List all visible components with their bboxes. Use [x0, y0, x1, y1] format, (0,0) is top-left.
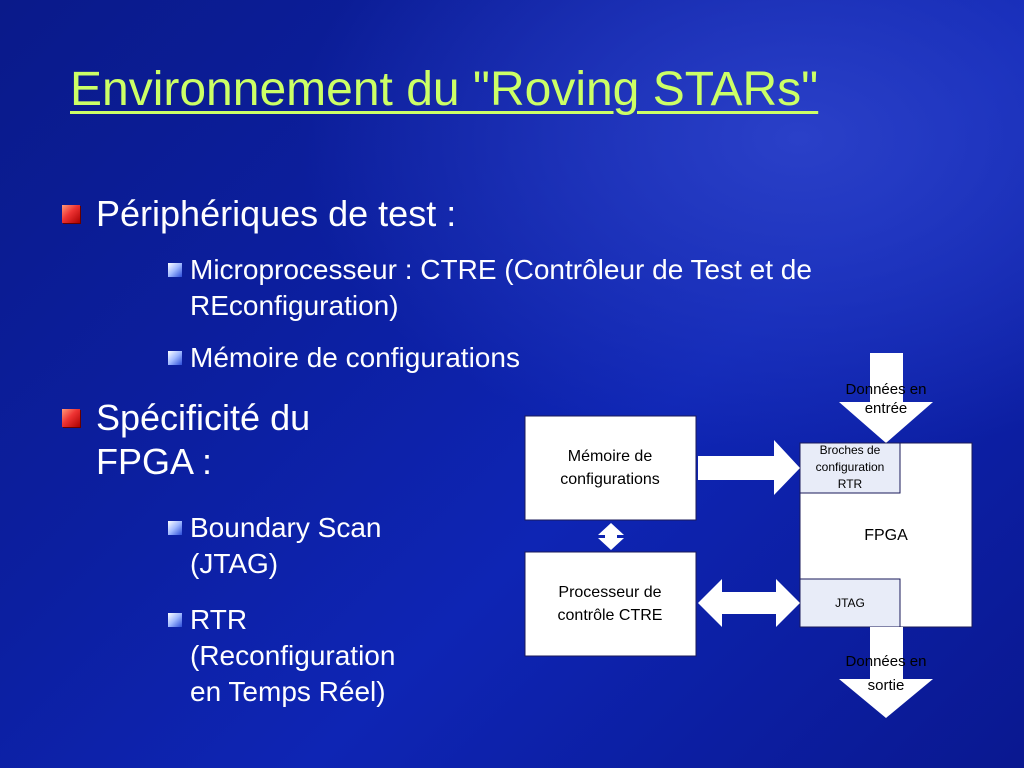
data-in-arrow-icon: [839, 353, 933, 443]
sub-bullet-boundary-scan: [168, 510, 381, 582]
sub-bullet-text: Mémoire de configurations: [190, 342, 520, 373]
sub-bullet-line2: (Reconfiguration: [190, 640, 396, 671]
memory-to-fpga-arrow-icon: [698, 440, 800, 495]
data-in-label-line2: entrée: [864, 400, 908, 417]
bullet-text-line1: Spécificité du: [96, 397, 311, 438]
rtr-pins-line2: configuration: [815, 460, 885, 474]
slide-title: Environnement du "Roving STARs": [70, 63, 819, 116]
bullet-text-line2: FPGA :: [96, 441, 213, 482]
memory-label-line2: configurations: [560, 471, 660, 488]
sub-bullet-line2: (JTAG): [190, 548, 279, 579]
sub-bullet-rtr: [168, 602, 395, 710]
rtr-pins-line3: RTR: [837, 477, 863, 491]
data-out-arrow-icon: [839, 627, 933, 718]
data-out-label-line1: Données en: [845, 653, 927, 670]
rtr-pins-line1: Broches de: [819, 443, 881, 457]
fpga-label: FPGA: [864, 527, 908, 544]
bullet-square-icon: [168, 521, 182, 535]
data-out-label-line2: sortie: [867, 677, 905, 694]
data-in-label-line1: Données en: [845, 381, 927, 398]
memory-label-line1: Mémoire de: [567, 448, 653, 465]
bullet-square-icon: [62, 409, 80, 427]
sub-bullet-text: Microprocesseur : CTRE (Contrôleur de Test et de REconfiguration): [190, 254, 812, 321]
memory-processor-bidirectional-arrow-icon: [598, 523, 624, 550]
sub-bullet-line3: en Temps Réel): [190, 676, 386, 707]
bullet-square-icon: [62, 205, 80, 223]
processor-jtag-bidirectional-arrow-icon: [698, 579, 800, 627]
sub-bullet-line1: RTR: [190, 604, 248, 635]
processor-box: [525, 552, 696, 656]
bullet-specificite: [62, 396, 310, 484]
processor-label-line2: contrôle CTRE: [557, 607, 663, 624]
jtag-label: JTAG: [835, 596, 865, 610]
sub-bullet-microprocesseur: [168, 252, 968, 324]
processor-label-line1: Processeur de: [558, 584, 662, 601]
bullet-square-icon: [168, 351, 182, 365]
sub-bullet-memoire: [168, 340, 520, 376]
sub-bullet-line1: Boundary Scan: [190, 512, 382, 543]
bullet-peripheriques: [62, 192, 456, 236]
memory-box: [525, 416, 696, 520]
bullet-square-icon: [168, 263, 182, 277]
bullet-text: Périphériques de test :: [96, 193, 457, 234]
bullet-square-icon: [168, 613, 182, 627]
